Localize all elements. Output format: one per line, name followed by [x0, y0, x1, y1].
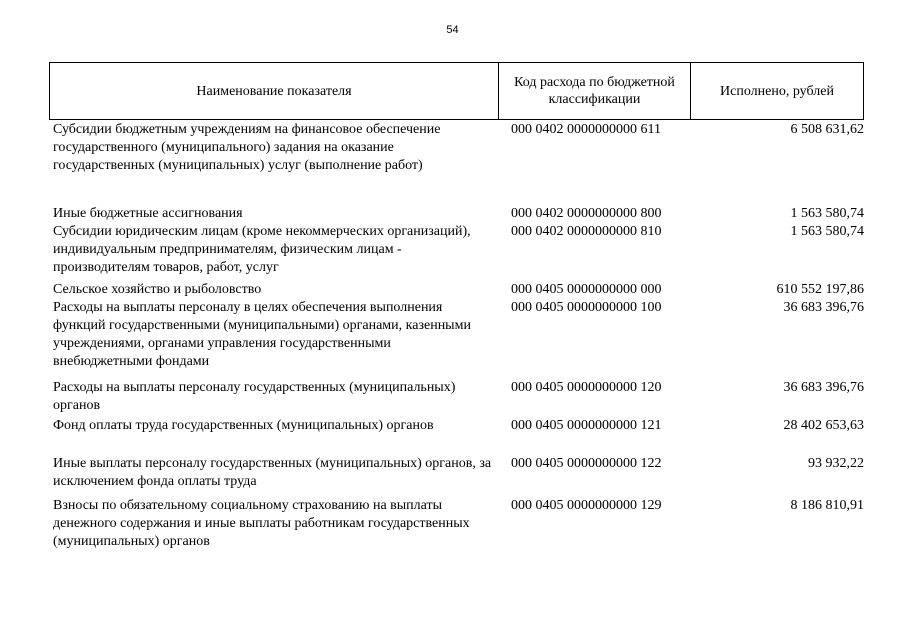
table-header: [49, 62, 864, 120]
row-code: 000 0405 0000000000 000: [511, 282, 662, 297]
row-name: Взносы по обязательному социальному страхованию на выплаты денежного содержания и иные выплаты работникам государственных (муниципальных) органов: [53, 498, 470, 549]
row-code: 000 0405 0000000000 100: [511, 300, 662, 315]
row-code: 000 0405 0000000000 129: [511, 498, 662, 513]
row-amount: 1 563 580,74: [790, 224, 864, 239]
row-code: 000 0402 0000000000 810: [511, 224, 662, 239]
row-name: Расходы на выплаты персоналу государственных (муниципальных) органов: [53, 380, 456, 413]
row-name: Сельское хозяйство и рыболовство: [53, 282, 262, 297]
header-amount: Исполнено, рублей: [690, 63, 864, 119]
row-name: Фонд оплаты труда государственных (муниципальных) органов: [53, 418, 434, 433]
row-amount: 610 552 197,86: [776, 282, 864, 297]
row-name: Субсидии юридическим лицам (кроме некоммерческих организаций), индивидуальным предпринимателям, физическим лицам - производителям товаров, работ, услуг: [53, 224, 471, 275]
table-row: [53, 379, 868, 417]
row-code: 000 0405 0000000000 120: [511, 380, 662, 395]
table-row: [53, 121, 868, 205]
table-body: [53, 121, 868, 557]
row-code: 000 0405 0000000000 121: [511, 418, 662, 433]
row-amount: 28 402 653,63: [783, 418, 864, 433]
page-number: 54: [446, 24, 459, 36]
row-amount: 93 932,22: [808, 456, 864, 471]
table-row: [53, 455, 868, 497]
row-name: Субсидии бюджетным учреждениям на финансовое обеспечение государственного (муниципального) задания на оказание государственных (муниципальных) услуг (выполнение работ): [53, 122, 441, 173]
row-name: Иные выплаты персоналу государственных (муниципальных) органов, за исключением фонда оплаты труда: [53, 456, 492, 489]
header-name: Наименование показателя: [49, 63, 498, 119]
row-amount: 1 563 580,74: [790, 206, 864, 221]
row-code: 000 0402 0000000000 800: [511, 206, 662, 221]
table-row: [53, 299, 868, 379]
row-code: 000 0402 0000000000 611: [511, 122, 661, 137]
row-amount: 36 683 396,76: [783, 300, 864, 315]
row-name: Расходы на выплаты персоналу в целях обеспечения выполнения функций государственными (муниципальными) органами, казенными учреждениями, органами управления государственными внебюджетными фондами: [53, 300, 471, 369]
table-row: [53, 417, 868, 455]
row-code: 000 0405 0000000000 122: [511, 456, 662, 471]
header-code: Код расхода по бюджетной классификации: [498, 63, 690, 119]
row-name: Иные бюджетные ассигнования: [53, 206, 243, 221]
table-row: [53, 205, 868, 223]
row-amount: 36 683 396,76: [783, 380, 864, 395]
row-amount: 6 508 631,62: [790, 122, 864, 137]
row-amount: 8 186 810,91: [790, 498, 864, 513]
table-row: [53, 281, 868, 299]
table-row: [53, 497, 868, 557]
table-row: [53, 223, 868, 281]
